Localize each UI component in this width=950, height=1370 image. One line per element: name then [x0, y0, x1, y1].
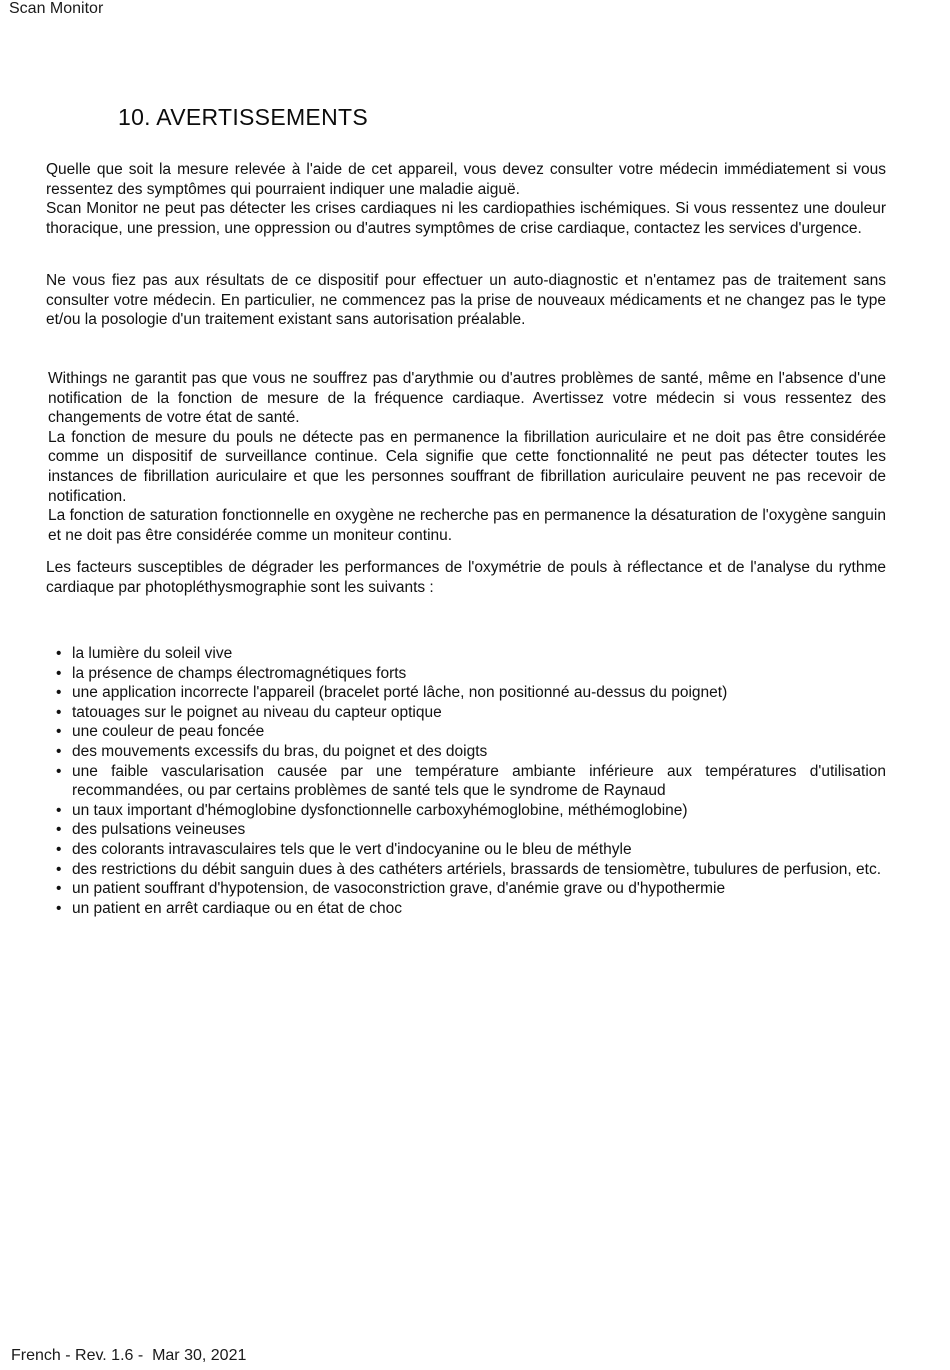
bullet-icon: •	[56, 801, 62, 819]
bullet-icon: •	[56, 899, 62, 917]
list-item	[56, 879, 886, 899]
bullet-icon: •	[56, 860, 62, 878]
warning-block-acute-symptoms	[46, 160, 886, 238]
running-header: Scan Monitor	[9, 0, 104, 17]
bullet-icon: •	[56, 762, 62, 780]
list-item-text: un taux important d'hémoglobine dysfonctionnelle carboxyhémoglobine, méthémoglobine)	[72, 801, 688, 819]
paragraph: Withings ne garantit pas que vous ne souffrez pas d'arythmie ou d'autres problèmes de santé, même en l'absence d'une notification de la fonction de mesure de la fréquence cardiaque. Avertissez votre médecin si vous ressentez des changements de votre état de santé.	[48, 370, 886, 427]
warning-block-factors-intro	[46, 558, 886, 597]
list-item-text: des colorants intravasculaires tels que le vert d'indocyanine ou le bleu de méthyle	[72, 840, 632, 858]
list-item	[56, 683, 886, 703]
paragraph: Les facteurs susceptibles de dégrader les performances de l'oxymétrie de pouls à réflectance et de l'analyse du rythme cardiaque par photopléthysmographie sont les suivants :	[46, 559, 886, 596]
section-title: 10. AVERTISSEMENTS	[118, 104, 368, 130]
running-footer: French - Rev. 1.6 - Mar 30, 2021	[11, 1347, 247, 1364]
list-item-text: des mouvements excessifs du bras, du poignet et des doigts	[72, 742, 488, 760]
bullet-icon: •	[56, 840, 62, 858]
list-item-text: des pulsations veineuses	[72, 821, 246, 839]
paragraph: Quelle que soit la mesure relevée à l'aide de cet appareil, vous devez consulter votre médecin immédiatement si vous ressentez des symptômes qui pourraient indiquer une maladie aiguë.	[46, 161, 886, 198]
list-item	[56, 860, 886, 880]
bullet-icon: •	[56, 645, 62, 662]
list-item-text: une faible vascularisation causée par une température ambiante inférieure aux températures d'utilisation recommandées, ou par certains problèmes de santé tels que le syndrome de Raynaud	[72, 762, 886, 800]
bullet-icon: •	[56, 703, 62, 721]
list-item-text: la présence de champs électromagnétiques forts	[72, 664, 407, 682]
list-item	[56, 703, 886, 723]
bullet-icon: •	[56, 664, 62, 682]
paragraph: La fonction de saturation fonctionnelle en oxygène ne recherche pas en permanence la désaturation de l'oxygène sanguin et ne doit pas être considérée comme un moniteur continu.	[48, 507, 886, 544]
list-item-text: des restrictions du débit sanguin dues à des cathéters artériels, brassards de tensiomètre, tubulures de perfusion, etc.	[72, 860, 882, 878]
list-item	[56, 664, 886, 684]
factor-list	[56, 644, 886, 918]
bullet-icon: •	[56, 684, 62, 702]
warning-block-self-diagnosis	[46, 271, 886, 330]
list-item-text: la lumière du soleil vive	[72, 645, 233, 662]
bullet-icon: •	[56, 742, 62, 760]
list-item-text: une application incorrecte l'appareil (bracelet porté lâche, non positionné au-dessus du poignet)	[72, 684, 728, 702]
list-item	[56, 722, 886, 742]
list-item	[56, 644, 886, 664]
list-item	[56, 840, 886, 860]
list-item-text: une couleur de peau foncée	[72, 723, 265, 741]
paragraph: Ne vous fiez pas aux résultats de ce dispositif pour effectuer un auto-diagnostic et n'entamez pas de traitement sans consulter votre médecin. En particulier, ne commencez pas la prise de nouveaux médicaments et ne changez pas le type et/ou la posologie d'un traitement existant sans autorisation préalable.	[46, 272, 886, 329]
list-item	[56, 820, 886, 840]
list-item	[56, 801, 886, 821]
list-item	[56, 742, 886, 762]
list-item-text: un patient souffrant d'hypotension, de vasoconstriction grave, d'anémie grave ou d'hypothermie	[72, 880, 726, 898]
list-item	[56, 899, 886, 919]
list-item	[56, 762, 886, 801]
bullet-icon: •	[56, 880, 62, 898]
bullet-icon: •	[56, 821, 62, 839]
warning-block-arrhythmia	[48, 369, 886, 545]
paragraph: La fonction de mesure du pouls ne détecte pas en permanence la fibrillation auriculaire et ne doit pas être considérée comme un dispositif de surveillance continue. Cela signifie que cette fonctionnalité ne peut pas détecter toutes les instances de fibrillation auriculaire et que les personnes souffrant de fibrillation auriculaire peuvent ne pas recevoir de notification.	[48, 428, 886, 505]
paragraph: Scan Monitor ne peut pas détecter les crises cardiaques ni les cardiopathies ischémiques. Si vous ressentez une douleur thoracique, une pression, une oppression ou d'autres symptômes de crise cardiaque, contactez les services d'urgence.	[46, 200, 886, 237]
bullet-icon: •	[56, 723, 62, 741]
list-item-text: un patient en arrêt cardiaque ou en état de choc	[72, 899, 403, 917]
list-item-text: tatouages sur le poignet au niveau du capteur optique	[72, 703, 442, 721]
